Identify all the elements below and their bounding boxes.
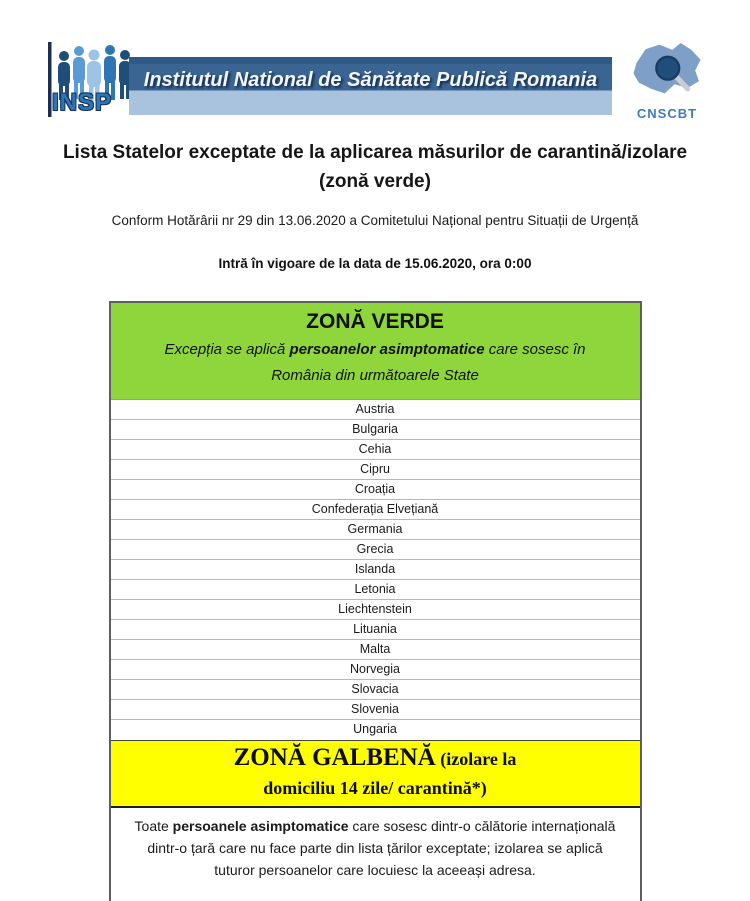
yellow-zone-title-main: ZONĂ GALBENĂ — [233, 744, 436, 771]
page-title — [0, 138, 750, 196]
green-zone-subtitle — [135, 337, 615, 389]
decision-reference: Conform Hotărârii nr 29 din 13.06.2020 a Comitetului Național pentru Situații de Urgență — [111, 213, 639, 228]
yellow-zone-description-suffix: care sosesc dintr-o călătorie internațională dintr-o țară care nu face parte din lista țărilor exceptate; izolarea se aplică tuturor persoanelor care locuiesc la aceeași adresa. — [147, 818, 616, 878]
country-row: Slovacia — [111, 680, 640, 700]
yellow-zone-title-line1 — [117, 743, 634, 776]
country-row: Bulgaria — [111, 420, 640, 440]
yellow-zone-description-prefix: Toate — [134, 818, 173, 834]
country-row: Slovenia — [111, 700, 640, 720]
page-title-line1: Lista Statelor exceptate de la aplicarea măsurilor de carantină/izolare — [62, 142, 688, 163]
institute-banner-title: Institutul National de Sănătate Publică Romania — [143, 68, 598, 91]
yellow-zone-header — [111, 740, 640, 808]
zone-table — [109, 301, 642, 901]
country-row: Liechtenstein — [111, 600, 640, 620]
country-row: Germania — [111, 520, 640, 540]
green-zone-subtitle-prefix: Excepția se aplică — [164, 341, 290, 358]
page-title-line2: (zonă verde) — [319, 171, 431, 192]
yellow-zone-description — [111, 808, 640, 901]
country-row: Ungaria — [353, 722, 397, 736]
country-row: Confederația Elvețiană — [111, 500, 640, 520]
yellow-zone-description-bold: persoanele asimptomatice — [172, 818, 349, 834]
country-row: Cipru — [111, 460, 640, 480]
institute-banner — [129, 57, 612, 115]
insp-logo-text: INSP — [52, 89, 113, 116]
cnscbt-logo — [618, 40, 716, 121]
romania-map-magnifier-icon — [619, 40, 715, 104]
header — [0, 0, 750, 128]
country-row: Malta — [111, 640, 640, 660]
country-row: Grecia — [111, 540, 640, 560]
green-zone-title: ZONĂ VERDE — [306, 310, 444, 333]
green-zone-subtitle-suffix: care sosesc în România din următoarele State — [271, 341, 586, 384]
effective-date: Intră în vigoare de la data de 15.06.2020, ora 0:00 — [218, 256, 532, 271]
country-row: Cehia — [111, 440, 640, 460]
country-row: Lituania — [111, 620, 640, 640]
cnscbt-label: CNSCBT — [636, 106, 698, 121]
yellow-zone-title-note2: domiciliu 14 zile/ carantină*) — [263, 778, 487, 798]
country-row: Letonia — [111, 580, 640, 600]
insp-logo — [48, 42, 138, 117]
country-row: Austria — [111, 400, 640, 420]
green-zone-header — [111, 303, 640, 400]
green-zone-subtitle-bold: persoanelor asimptomatice — [289, 341, 485, 358]
country-list — [111, 400, 640, 740]
yellow-zone-title-note1: (izolare la — [435, 749, 517, 769]
country-row: Islanda — [111, 560, 640, 580]
country-row: Croația — [111, 480, 640, 500]
country-row: Norvegia — [111, 660, 640, 680]
